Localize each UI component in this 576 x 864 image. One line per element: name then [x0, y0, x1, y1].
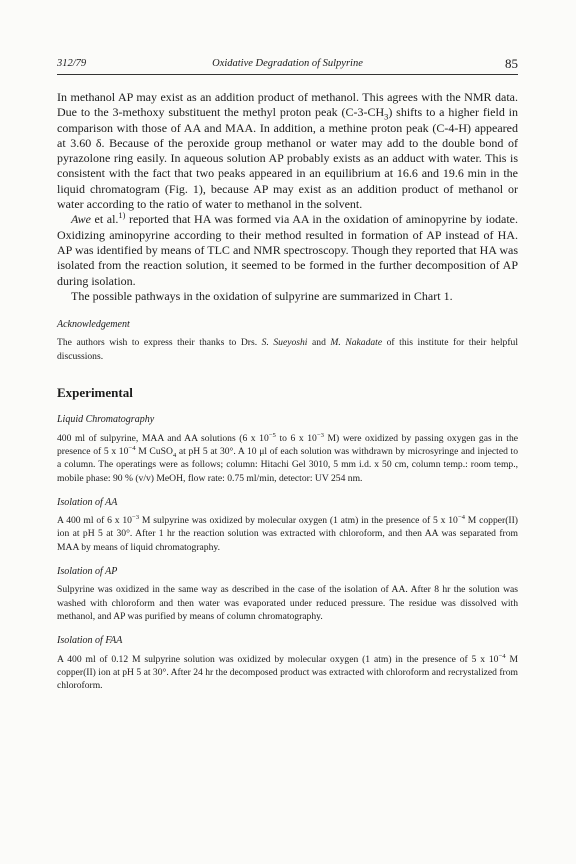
liquid-chromatography-text: 400 ml of sulpyrine, MAA and AA solutions (6 x $10^{-5}$ to 6 x $10^{-3}$ M) were oxidized by passing oxygen gas in the presence of 5 x $10^{-4}$ M CuSO$_4$ at pH 5 at 30°. A 10 μl of each solution was withdrawn by microsyringe and injected to a column. The operatings were as follows; column: Hitachi Gel 3010, 5 mm i.d. x 50 cm, column temp.: room temp., mobile phase: 90 % (v/v) MeOH, flow rate: 0.75 ml/min, detector: UV 254 nm. [57, 431, 519, 484]
paragraph-methanol-adduct: In methanol AP may exist as an addition product of methanol. This agrees with the NMR data. Due to the 3-methoxy substituent the methyl proton peak $(C-3-CH_3)$ shifts to a higher field in comparison with those of AA and MAA. In addition, a methine proton peak (C-4-H) appeared at 3.60 δ. Because of the peroxide group methanol or water may add to the double bond of pyrazolone ring easily. In aqueous solution AP probably exists as an adduct with water. This is consistent with the fact that two peaks appeared in an equilibrium at 16.6 and 19.6 min in the liquid chromatogram (Fig. 1), because AP may exist as an addition product of methanol or water according to the ratio of water to methanol in the solvent. [57, 90, 518, 212]
isolation-ap-text: Sulpyrine was oxidized in the same way as described in the case of the isolation of AA. After 8 hr the solution was washed with chloroform and then water was evaporated under reduced pressure. The residue was dissolved with methanol, and AP was purified by means of column chromatography. [57, 584, 518, 622]
isolation-aa-heading: Isolation of AA [57, 496, 118, 508]
isolation-faa-heading: Isolation of FAA [57, 635, 123, 647]
isolation-faa-text: A 400 ml of 0.12 M sulpyrine solution was oxidized by molecular oxygen (1 atm) in the presence of 5 x $10^{-4}$ M copper(II) ion at pH 5 at 30°. After 24 hr the decomposed product was extracted with chloroform and recrystalized from chloroform. [57, 652, 518, 692]
reference-1[interactable]: 1) [118, 211, 126, 221]
journal-code: 312/79 [57, 58, 87, 69]
paragraph-pathways: The possible pathways in the oxidation of sulpyrine are summarized in Chart 1. [71, 288, 453, 303]
liquid-chromatography-heading: Liquid Chromatography [57, 414, 155, 426]
acknowledgement-heading: Acknowledgement [57, 319, 130, 331]
running-header [57, 56, 518, 72]
acknowledgement-text: The authors wish to express their thanks to Drs. S. Sueyoshi and M. Nakadate of this institute for their helpful discussions. [57, 337, 519, 362]
experimental-heading: Experimental [57, 385, 133, 401]
paragraph-awe-report: Awe et al.$^{1)}$ reported that HA was formed via AA in the oxidation of aminopyrine by iodate. Oxidizing aminopyrine according to their method resulted in formation of AP instead of HA. AP was identified by means of TLC and NMR spectroscopy. Though they reported that HA was isolated from the reaction solution, it seemed to be formed in the further decomposition of AP during isolation. [57, 211, 518, 288]
header-rule [57, 74, 518, 75]
running-title: Oxidative Degradation of Sulpyrine [212, 58, 363, 69]
isolation-aa-text: A 400 ml of 6 x $10^{-3}$ M sulpyrine was oxidized by molecular oxygen (1 atm) in the presence of 5 x $10^{-4}$ M copper(II) ion at pH 5 at 30°. After 1 hr the reaction solution was extracted with chloroform, and then AA was separated from MAA by means of liquid chromatography. [57, 513, 518, 553]
page-number: 85 [505, 56, 518, 71]
page-body [57, 90, 518, 692]
isolation-ap-heading: Isolation of AP [57, 566, 118, 578]
